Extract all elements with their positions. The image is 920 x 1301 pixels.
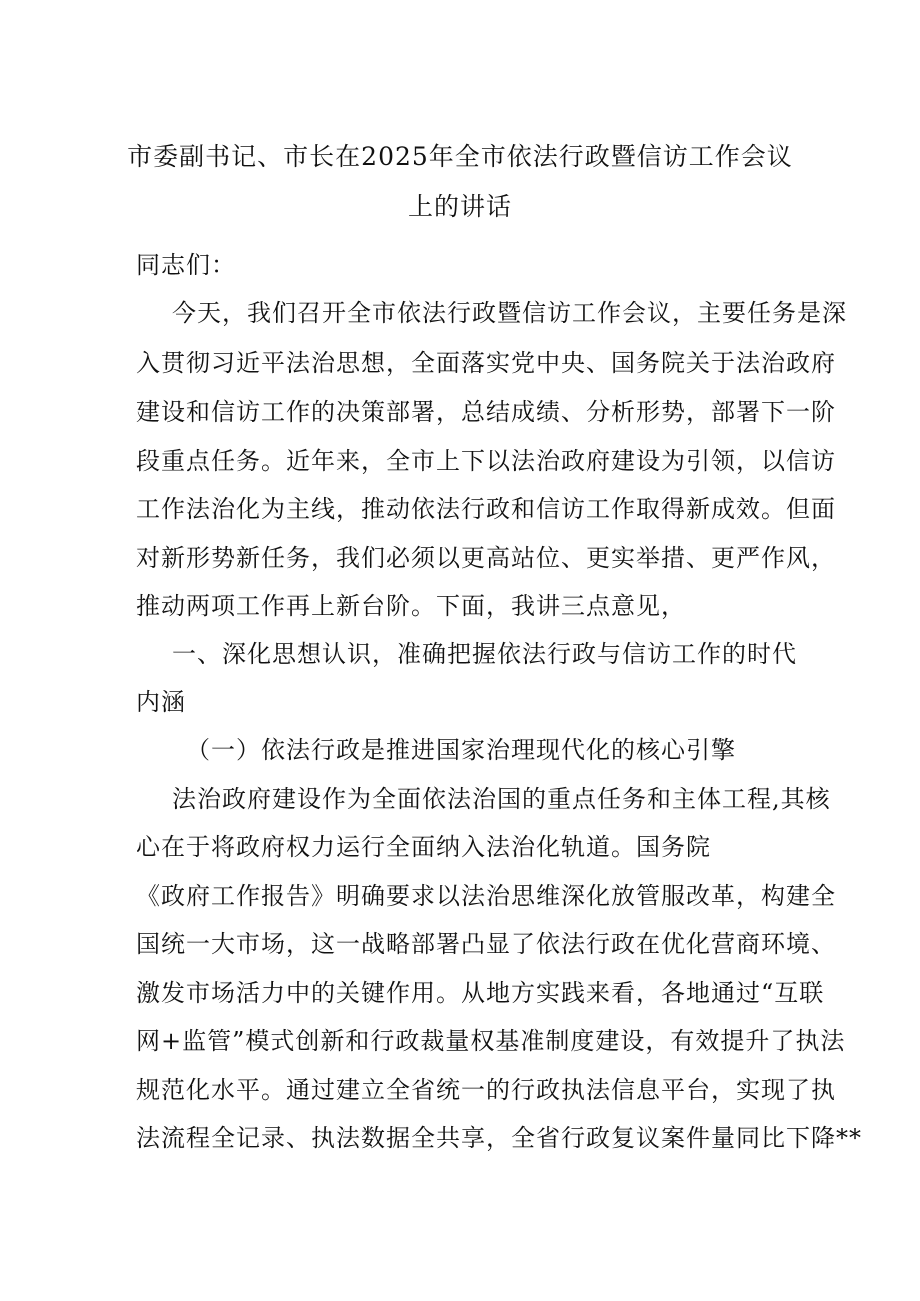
paragraph-1-line: 工作法治化为主线，推动依法行政和信访工作取得新成效。但面 xyxy=(136,495,836,523)
paragraph-2-line: 法流程全记录、执法数据全共享，全省行政复议案件量同比下降** xyxy=(136,1124,862,1152)
paragraph-1-line: 推动两项工作再上新台阶。下面，我讲三点意见， xyxy=(136,592,686,620)
paragraph-1-line: 今天，我们召开全市依法行政暨信访工作会议，主要任务是深 xyxy=(172,299,847,327)
paragraph-2-line: 法治政府建设作为全面依法治国的重点任务和主体工程,其核 xyxy=(172,785,831,813)
section-heading-1-line: 一、深化思想认识，准确把握依法行政与信访工作的时代 xyxy=(172,640,797,668)
paragraph-1-line: 入贯彻习近平法治思想，全面落实党中央、国务院关于法治政府 xyxy=(136,349,836,377)
paragraph-1-line: 段重点任务。近年来，全市上下以法治政府建设为引领，以信访 xyxy=(136,447,836,475)
paragraph-2-line: 网+监管”模式创新和行政裁量权基准制度建设，有效提升了执法 xyxy=(136,1027,846,1055)
paragraph-2-line: 心在于将政府权力运行全面纳入法治化轨道。国务院 xyxy=(136,833,711,861)
salutation: 同志们： xyxy=(136,251,236,279)
paragraph-2-line: 规范化水平。通过建立全省统一的行政执法信息平台，实现了执 xyxy=(136,1076,836,1104)
section-heading-1-line: 内涵 xyxy=(136,688,186,716)
subsection-heading-1: （一）依法行政是推进国家治理现代化的核心引擎 xyxy=(186,736,736,764)
paragraph-2-line: 激发市场活力中的关键作用。从地方实践来看，各地通过“互联 xyxy=(136,979,825,1007)
paragraph-2-line: 国统一大市场，这一战略部署凸显了依法行政在优化营商环境、 xyxy=(136,930,836,958)
paragraph-2-line: 《政府工作报告》明确要求以法治思维深化放管服改革，构建全 xyxy=(136,882,836,910)
document-title-line-1: 市委副书记、市长在2025年全市依法行政暨信访工作会议 xyxy=(127,142,793,171)
paragraph-1-line: 建设和信访工作的决策部署，总结成绩、分析形势，部署下一阶 xyxy=(136,398,836,426)
document-title-line-2: 上的讲话 xyxy=(407,192,512,221)
paragraph-1-line: 对新形势新任务，我们必须以更高站位、更实举措、更严作风， xyxy=(136,544,836,572)
